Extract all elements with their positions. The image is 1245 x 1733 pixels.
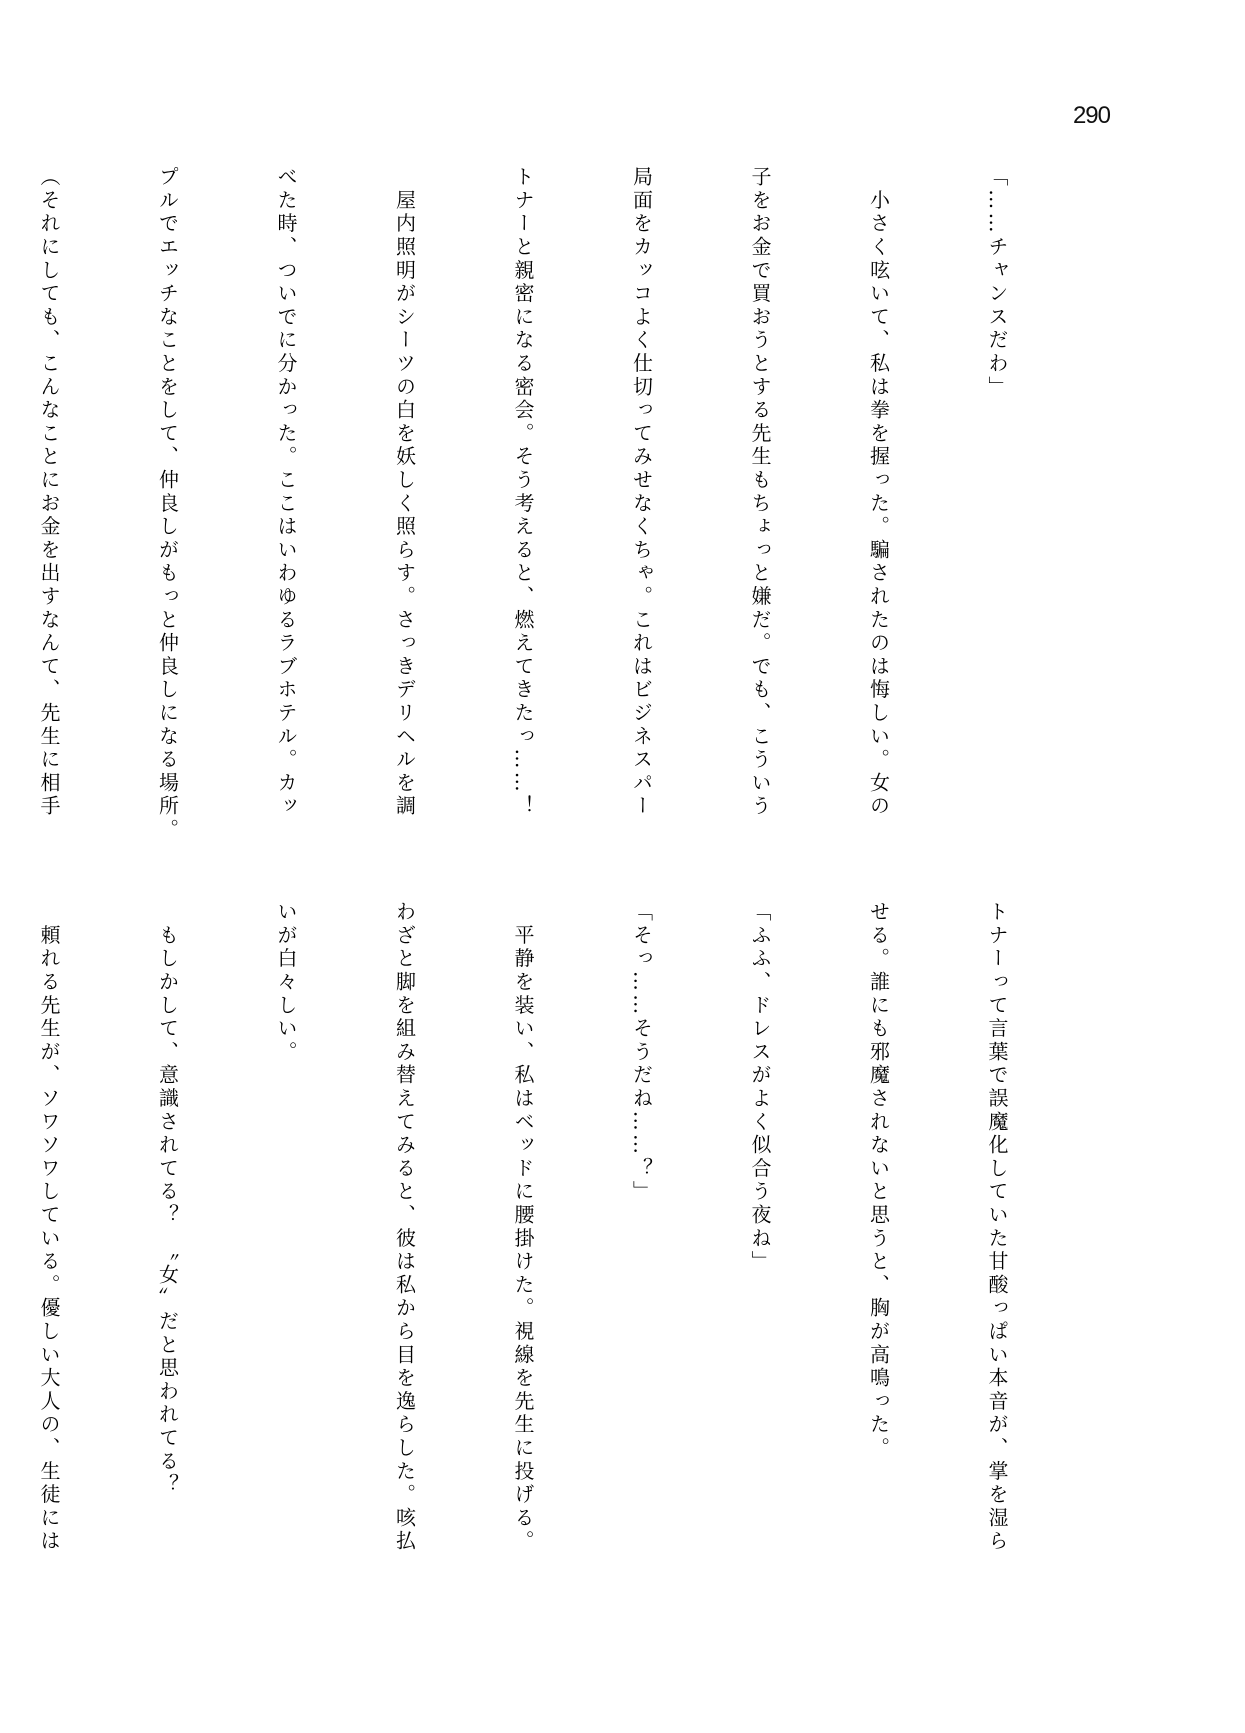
text-column: いが白々しい。 <box>274 901 298 1065</box>
text-column: 頼れる先生が、ソワソワしている。優しい大人の、生徒には <box>37 901 61 1554</box>
text-column: べた時、ついでに分かった。ここはいわゆるラブホテル。カッ <box>274 166 298 819</box>
upper-text-tier <box>37 166 1095 856</box>
page-number: 290 <box>1072 102 1110 129</box>
lower-text-tier <box>37 901 1095 1591</box>
text-column: 「ふふ、ドレスがよく似合う夜ね」 <box>748 901 772 1274</box>
text-column: 局面をカッコよく仕切ってみせなくちゃ。これはビジネスパー <box>629 166 654 819</box>
text-column: 屋内照明がシーツの白を妖しく照らす。さっきデリヘルを調 <box>392 166 417 819</box>
text-column: 小さく呟いて、私は拳を握った。騙されたのは悔しい。女の <box>866 166 891 819</box>
text-column: （それにしても、こんなことにお金を出すなんて、先生に相手 <box>37 166 61 819</box>
text-column: 「そっ……そうだね……？」 <box>629 901 654 1204</box>
text-column: トナーって言葉で誤魔化していた甘酸っぱい本音が、掌を湿ら <box>985 901 1009 1554</box>
text-column: わざと脚を組み替えてみると、彼は私から目を逸らした。咳払 <box>392 901 417 1554</box>
text-column: 子をお金で買おうとする先生もちょっと嫌だ。でも、こういう <box>748 166 772 819</box>
text-column: せる。誰にも邪魔されないと思うと、胸が高鳴った。 <box>866 901 891 1461</box>
text-column: 平静を装い、私はベッドに腰掛けた。視線を先生に投げる。 <box>511 901 535 1554</box>
text-column: トナーと親密になる密会。そう考えると、燃えてきたっ……！ <box>511 166 535 819</box>
text-column: プルでエッチなことをして、仲良しがもっと仲良しになる場所。 <box>155 166 180 842</box>
text-column: もしかして、意識されてる？ 〝女〟だと思われてる？ <box>155 901 180 1497</box>
text-column: 「……チャンスだわ」 <box>985 166 1009 399</box>
